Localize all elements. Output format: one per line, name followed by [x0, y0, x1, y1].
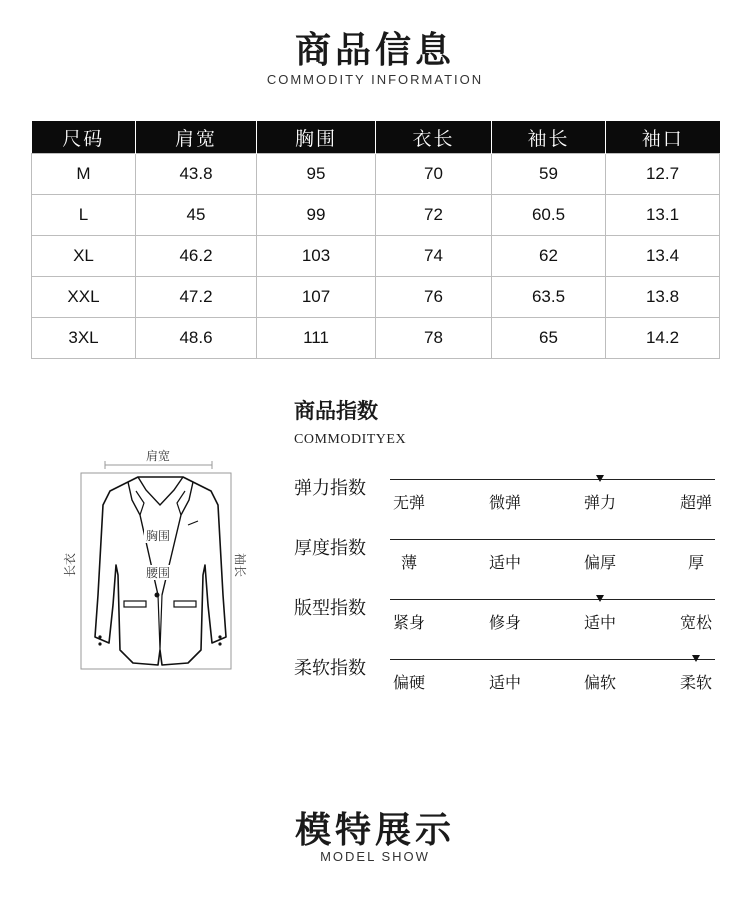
table-row — [32, 236, 720, 277]
table-cell: 12.7 — [606, 154, 720, 195]
table-cell: XL — [32, 236, 136, 277]
index-option: 偏厚 — [583, 553, 616, 572]
table-cell: 45 — [136, 195, 257, 236]
table-cell: 14.2 — [606, 318, 720, 359]
index-option: 薄 — [400, 553, 417, 572]
model-show-title: 模特展示 — [294, 810, 455, 851]
table-cell: 74 — [376, 236, 492, 277]
table-row — [32, 195, 720, 236]
table-cell: 13.4 — [606, 236, 720, 277]
header-cell: 袖口 — [606, 121, 720, 154]
header-cell: 肩宽 — [136, 121, 257, 154]
shoulder-label: 肩宽 — [145, 449, 171, 463]
index-row-label: 弹力指数 — [294, 478, 366, 499]
table-cell: 107 — [257, 277, 376, 318]
index-marker — [692, 655, 700, 662]
header-cell: 衣长 — [376, 121, 492, 154]
index-option: 弹力 — [583, 493, 616, 512]
index-scale-line — [390, 659, 715, 660]
table-cell: 59 — [492, 154, 606, 195]
size-table — [31, 121, 720, 359]
table-cell: 13.8 — [606, 277, 720, 318]
product-info-subtitle: COMMODITY INFORMATION — [266, 72, 484, 87]
index-scale-line — [390, 599, 715, 600]
index-option: 偏硬 — [392, 673, 425, 692]
waist-label: 腰围 — [145, 566, 171, 580]
table-cell: 65 — [492, 318, 606, 359]
table-cell: 72 — [376, 195, 492, 236]
chest-label: 胸围 — [145, 529, 171, 543]
table-cell: 47.2 — [136, 277, 257, 318]
header-cell: 胸围 — [257, 121, 376, 154]
table-cell: L — [32, 195, 136, 236]
table-cell: 95 — [257, 154, 376, 195]
index-marker — [596, 595, 604, 602]
table-cell: 70 — [376, 154, 492, 195]
index-row-label: 版型指数 — [294, 598, 366, 619]
table-cell: 99 — [257, 195, 376, 236]
table-cell: 3XL — [32, 318, 136, 359]
table-row — [32, 277, 720, 318]
index-option: 修身 — [488, 613, 521, 632]
table-cell: 48.6 — [136, 318, 257, 359]
index-option: 宽松 — [679, 613, 712, 632]
index-option: 偏软 — [583, 673, 616, 692]
product-index-title: 商品指数 — [294, 399, 378, 423]
table-cell: 76 — [376, 277, 492, 318]
index-option: 微弹 — [488, 493, 521, 512]
index-option: 适中 — [488, 673, 521, 692]
table-row — [32, 154, 720, 195]
table-cell: XXL — [32, 277, 136, 318]
index-marker — [596, 475, 604, 482]
index-scale-line — [390, 539, 715, 540]
index-option: 适中 — [583, 613, 616, 632]
index-row-label: 柔软指数 — [294, 658, 366, 679]
index-row-label: 厚度指数 — [294, 538, 366, 559]
table-cell: 111 — [257, 318, 376, 359]
index-option: 紧身 — [392, 613, 425, 632]
header-cell: 袖长 — [492, 121, 606, 154]
table-cell: 103 — [257, 236, 376, 277]
model-show-subtitle: MODEL SHOW — [320, 849, 430, 864]
table-cell: 63.5 — [492, 277, 606, 318]
length-label: 长衣 — [63, 552, 77, 578]
product-info-title: 商品信息 — [294, 30, 455, 71]
table-cell: 46.2 — [136, 236, 257, 277]
table-cell: 78 — [376, 318, 492, 359]
index-option: 适中 — [488, 553, 521, 572]
table-cell: 13.1 — [606, 195, 720, 236]
product-index-subtitle: COMMODITYEX — [294, 432, 407, 447]
index-option: 厚 — [687, 553, 704, 572]
index-scale-line — [390, 479, 715, 480]
index-option: 柔软 — [679, 673, 712, 692]
table-cell: 43.8 — [136, 154, 257, 195]
index-option: 无弹 — [392, 493, 425, 512]
sleeve-label: 袖长 — [233, 552, 247, 578]
header-cell: 尺码 — [32, 121, 136, 154]
size-table-header — [32, 121, 720, 154]
table-row — [32, 318, 720, 359]
table-cell: 62 — [492, 236, 606, 277]
jacket-measurement-diagram — [60, 445, 260, 675]
index-option: 超弹 — [679, 493, 712, 512]
table-cell: M — [32, 154, 136, 195]
table-cell: 60.5 — [492, 195, 606, 236]
